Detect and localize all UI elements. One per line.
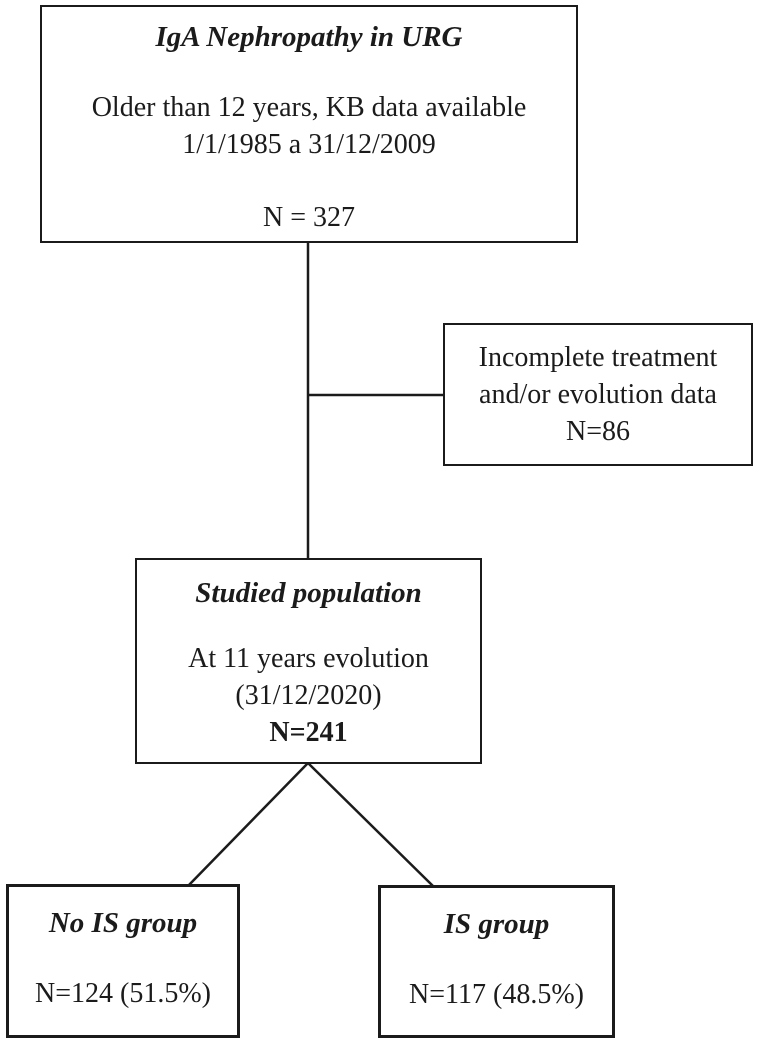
box-no-is-group — [6, 884, 240, 1038]
box-exclusion — [443, 323, 753, 466]
box-studied-line1: At 11 years evolution — [188, 643, 429, 674]
box-exclusion-n-value: N=86 — [565, 416, 630, 447]
box-no-is-title: No IS group — [48, 907, 198, 939]
box-is-group — [378, 885, 615, 1038]
box-no-is-n-value: N=124 (51.5%) — [35, 978, 211, 1009]
box-studied-population — [135, 558, 482, 764]
connector-studied-to-is — [308, 763, 434, 887]
box-studied-title: Studied population — [195, 577, 422, 609]
box-iga-criteria-line2: 1/1/1985 a 31/12/2009 — [182, 129, 436, 160]
box-iga-nephropathy — [40, 5, 578, 243]
box-iga-n-value: N = 327 — [262, 202, 355, 233]
box-is-n-value: N=117 (48.5%) — [409, 979, 584, 1010]
box-studied-line2: (31/12/2020) — [235, 680, 382, 711]
box-is-title: IS group — [443, 908, 550, 940]
box-iga-title: IgA Nephropathy in URG — [155, 21, 463, 53]
box-exclusion-line1: Incomplete treatment — [478, 342, 718, 373]
box-studied-n-value: N=241 — [269, 717, 348, 748]
box-iga-criteria-line1: Older than 12 years, KB data available — [91, 92, 527, 123]
connector-studied-to-no-is — [188, 763, 308, 886]
box-exclusion-line2: and/or evolution data — [479, 379, 717, 410]
